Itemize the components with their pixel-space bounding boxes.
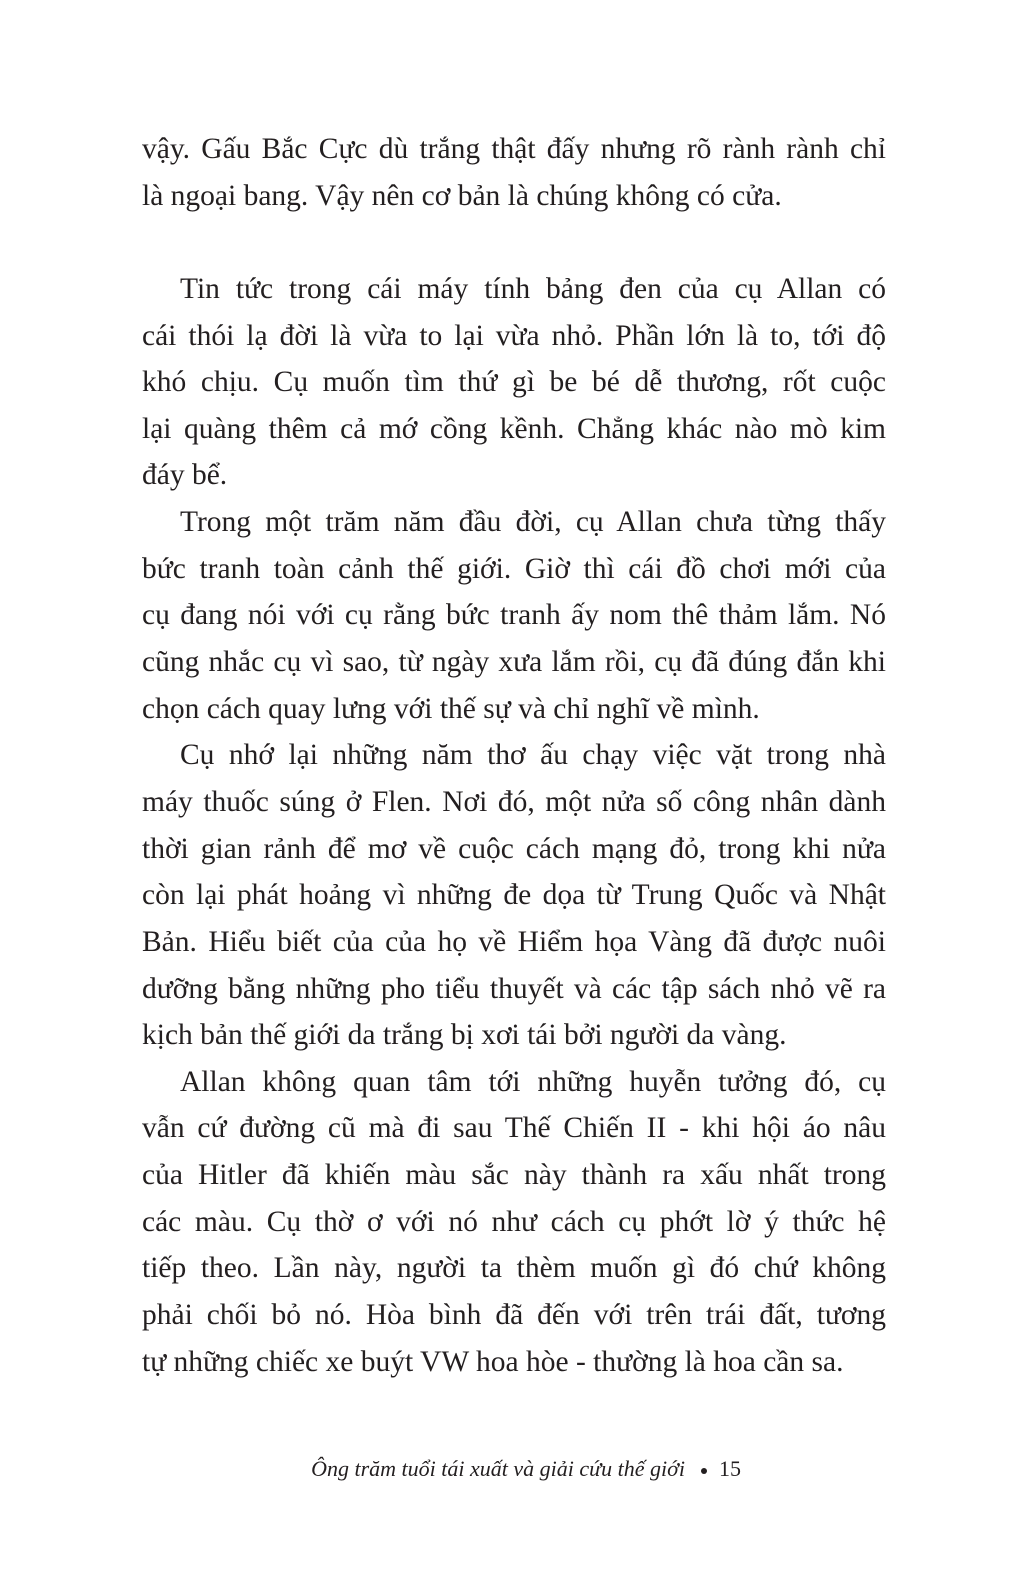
paragraph bbox=[142, 1059, 886, 1385]
text-line: Allan không quan tâm tới những huyễn tưởng đó, cụ bbox=[180, 1065, 886, 1098]
text-line: còn lại phát hoảng vì những đe dọa từ Trung Quốc và Nhật bbox=[142, 879, 886, 912]
paragraph bbox=[142, 266, 886, 499]
text-line: khó chịu. Cụ muốn tìm thứ gì be bé dễ thương, rốt cuộc bbox=[142, 366, 886, 399]
page-footer bbox=[0, 1456, 1024, 1482]
text-line: thời gian rảnh để mơ về cuộc cách mạng đỏ, trong khi nửa bbox=[142, 832, 886, 865]
text-line: Bản. Hiểu biết của của họ về Hiểm họa Vàng đã được nuôi bbox=[142, 925, 886, 958]
running-title: Ông trăm tuổi tái xuất và giải cứu thế giới bbox=[311, 1456, 685, 1481]
page-number: 15 bbox=[718, 1456, 741, 1481]
text-line: phải chối bỏ nó. Hòa bình đã đến với trên trái đất, tương bbox=[142, 1299, 886, 1332]
paragraph bbox=[142, 732, 886, 1058]
text-line: cụ đang nói với cụ rằng bức tranh ấy nom thê thảm lắm. Nó bbox=[142, 599, 886, 632]
text-line: tiếp theo. Lần này, người ta thèm muốn gì đó chứ không bbox=[142, 1252, 886, 1285]
text-line: cái thói lạ đời là vừa to lại vừa nhỏ. Phần lớn là to, tới độ bbox=[142, 319, 886, 352]
text-line: cũng nhắc cụ vì sao, từ ngày xưa lắm rồi, cụ đã đúng đắn khi bbox=[142, 646, 886, 679]
text-line: các màu. Cụ thờ ơ với nó như cách cụ phớt lờ ý thức hệ bbox=[142, 1205, 886, 1238]
text-line: lại quàng thêm cả mớ cồng kềnh. Chẳng khác nào mò kim bbox=[142, 412, 886, 445]
paragraph bbox=[142, 499, 886, 732]
text-line: kịch bản thế giới da trắng bị xơi tái bởi người da vàng. bbox=[142, 1019, 787, 1052]
text-line: là ngoại bang. Vậy nên cơ bản là chúng không có cửa. bbox=[142, 179, 782, 212]
text-line: Tin tức trong cái máy tính bảng đen của cụ Allan có bbox=[180, 272, 886, 305]
text-line: bức tranh toàn cảnh thế giới. Giờ thì cái đồ chơi mới của bbox=[142, 552, 886, 585]
text-line: Trong một trăm năm đầu đời, cụ Allan chưa từng thấy bbox=[180, 506, 886, 539]
text-line: dưỡng bằng những pho tiểu thuyết và các tập sách nhỏ vẽ ra bbox=[142, 972, 886, 1005]
text-line: chọn cách quay lưng với thế sự và chỉ nghĩ về mình. bbox=[142, 692, 760, 725]
text-line: đáy bể. bbox=[142, 459, 228, 492]
text-line: vẫn cứ đường cũ mà đi sau Thế Chiến II - khi hội áo nâu bbox=[142, 1112, 886, 1145]
body-text bbox=[142, 126, 886, 1385]
bullet-separator-icon bbox=[701, 1468, 707, 1474]
text-line: máy thuốc súng ở Flen. Nơi đó, một nửa số công nhân dành bbox=[142, 785, 886, 818]
text-line: vậy. Gấu Bắc Cực dù trắng thật đấy nhưng rõ rành rành chỉ bbox=[142, 133, 886, 165]
text-line: Cụ nhớ lại những năm thơ ấu chạy việc vặt trong nhà bbox=[180, 739, 886, 772]
text-line: tự những chiếc xe buýt VW hoa hòe - thường là hoa cần sa. bbox=[142, 1345, 844, 1378]
text-line: của Hitler đã khiến màu sắc này thành ra xấu nhất trong bbox=[142, 1159, 886, 1192]
paragraph bbox=[142, 126, 886, 219]
